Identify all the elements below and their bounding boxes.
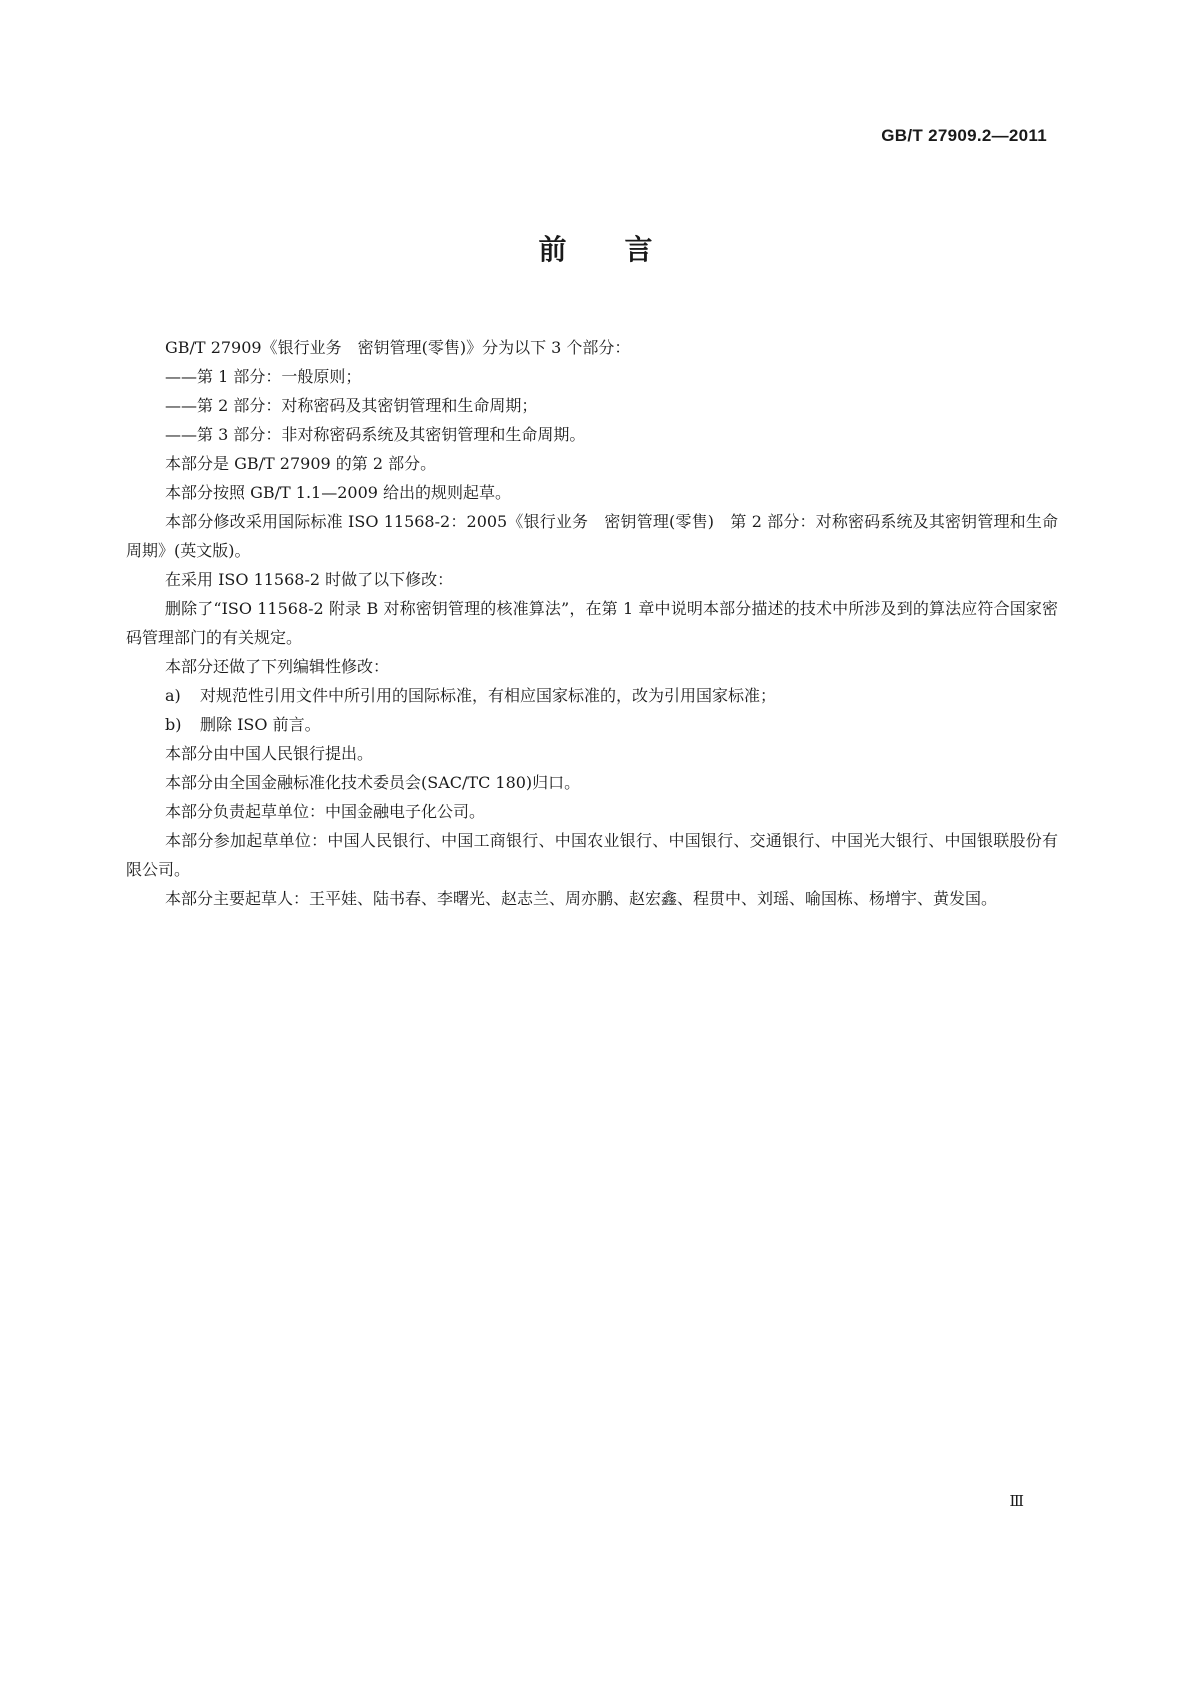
adoption-paragraph: 本部分修改采用国际标准 ISO 11568-2：2005《银行业务 密钥管理(零售) 第 2 部分：对称密码系统及其密钥管理和生命周期》(英文版)。 bbox=[126, 512, 1058, 560]
part-item-3: ——第 3 部分：非对称密码系统及其密钥管理和生命周期。 bbox=[165, 425, 586, 444]
standard-number: GB/T 27909.2—2011 bbox=[881, 126, 1047, 145]
list-marker: b) bbox=[165, 715, 182, 734]
editorial-item-a bbox=[126, 681, 1058, 710]
page-number: Ⅲ bbox=[1009, 1494, 1024, 1510]
editorial-item-b bbox=[126, 710, 1058, 739]
modifications-intro: 在采用 ISO 11568-2 时做了以下修改： bbox=[165, 570, 454, 589]
main-drafters-paragraph: 本部分主要起草人：王平娃、陆书春、李曙光、赵志兰、周亦鹏、赵宏鑫、程贯中、刘瑶、喻国栋、杨增宇、黄发国。 bbox=[165, 889, 998, 908]
list-item-text: 对规范性引用文件中所引用的国际标准，有相应国家标准的，改为引用国家标准； bbox=[200, 686, 777, 705]
deleted-annex-paragraph: 删除了“ISO 11568-2 附录 B 对称密钥管理的核准算法”，在第 1 章中说明本部分描述的技术中所涉及到的算法应符合国家密码管理部门的有关规定。 bbox=[126, 599, 1058, 647]
list-marker: a) bbox=[165, 686, 181, 705]
proposed-by-paragraph: 本部分由中国人民银行提出。 bbox=[165, 744, 374, 763]
participating-units-paragraph: 本部分参加起草单位：中国人民银行、中国工商银行、中国农业银行、中国银行、交通银行、中国光大银行、中国银联股份有限公司。 bbox=[126, 831, 1058, 879]
parts-intro: GB/T 27909《银行业务 密钥管理(零售)》分为以下 3 个部分： bbox=[165, 338, 631, 357]
part-item-1: ——第 1 部分：一般原则； bbox=[165, 367, 362, 386]
list-item-text: 删除 ISO 前言。 bbox=[200, 715, 321, 734]
part-item-2: ——第 2 部分：对称密码及其密钥管理和生命周期； bbox=[165, 396, 538, 415]
drafting-rules-paragraph: 本部分按照 GB/T 1.1—2009 给出的规则起草。 bbox=[165, 483, 512, 502]
part-of-paragraph: 本部分是 GB/T 27909 的第 2 部分。 bbox=[165, 454, 437, 473]
responsible-unit-paragraph: 本部分负责起草单位：中国金融电子化公司。 bbox=[165, 802, 486, 821]
foreword-body bbox=[126, 333, 1058, 913]
editorial-intro: 本部分还做了下列编辑性修改： bbox=[165, 657, 390, 676]
page-title: 前言 bbox=[538, 233, 711, 266]
centralized-by-paragraph: 本部分由全国金融标准化技术委员会(SAC/TC 180)归口。 bbox=[165, 773, 581, 792]
